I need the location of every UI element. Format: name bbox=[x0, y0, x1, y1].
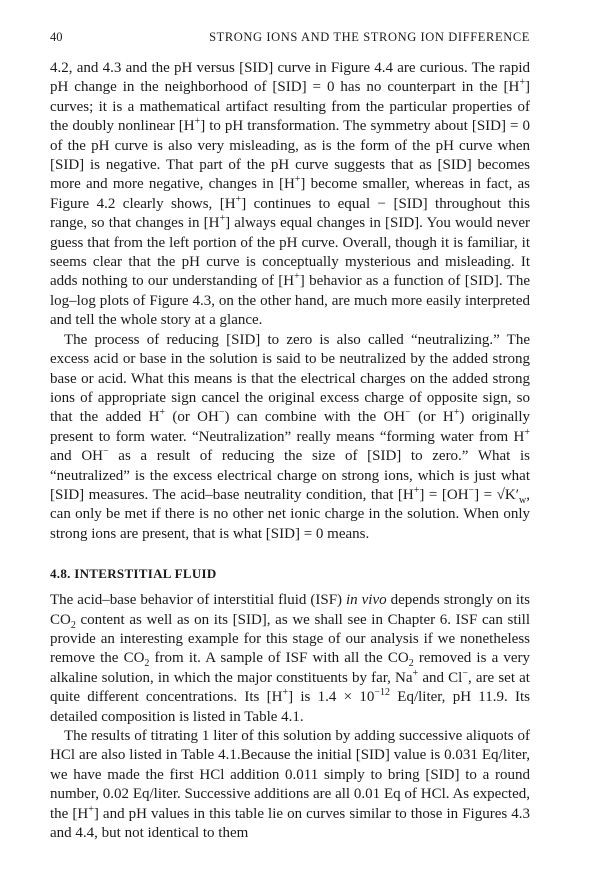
section-heading: 4.8. INTERSTITIAL FLUID bbox=[50, 566, 217, 582]
paragraph-ph-curve: 4.2, and 4.3 and the pH versus [SID] curve in Figure 4.4 are curious. The rapid pH change in the neighborhood of [SID] = 0 has no counterpart in the [H+] curves; it is a mathematical artifact resulting from the particular properties of the doubly nonlinear [H+] to pH transformation. The symmetry about [SID] = 0 of the pH curve is also very misleading, as is the form of the pH curve when [SID] is negative. That part of the pH curve suggests that as [SID] becomes more and more negative, changes in [H+] become smaller, whereas in fact, as Figure 4.2 clearly shows, [H+] continues to equal − [SID] throughout this range, so that changes in [H+] always equal changes in [SID]. You would never guess that from the left portion of the pH curve. Overall, though it is familiar, it seems clear that the pH curve is conceptually mysterious and misleading. It adds nothing to our understanding of [H+] behavior as a function of [SID]. The log–log plots of Figure 4.3, on the other hand, are much more easily interpreted and tell the whole story at a glance. bbox=[50, 60, 531, 329]
page-number: 40 bbox=[50, 30, 63, 44]
page bbox=[50, 30, 530, 843]
paragraph-isf-intro: The acid–base behavior of interstitial fluid (ISF) in vivo depends strongly on its $CO_2$ content as well as on its [SID], as we shall see in Chapter 6. ISF can still provide an interesting example for this stage of our analysis if we nonetheless remove the $CO_2$ from it. A sample of ISF with all the $CO_2$ removed is a very alkaline solution, in which the major constituents by far, Na+ and Cl−, are set at quite different concentrations. Its [H+] is $1.4 \times 10^{-12}$ Eq/liter, pH 11.9. Its detailed composition is listed in Table 4.1. bbox=[50, 592, 531, 725]
paragraph-neutralizing: The process of reducing [SID] to zero is also called “neutralizing.” The excess acid or base in the solution is said to be neutralized by the added strong base or acid. What this means is that the electrical charges on the added strong ions of appropriate sign cancel the original excess charge of opposite sign, so that the added H+ (or OH−) can combine with the OH− (or H+) originally present to form water. “Neutralization” really means “forming water from H+ and OH− as a result of reducing the size of [SID] to zero.” What is “neutralized” is the excess electrical charge on strong ions, which is just what [SID] measures. The acid–base neutrality condition, that $[H^+] = [OH^-] = √K'_w$, can only be met if there is no other net ionic charge in the solution. When only strong ions are present, that is what [SID] = 0 means. bbox=[50, 331, 531, 542]
running-head bbox=[50, 30, 530, 45]
paragraph-titration: The results of titrating 1 liter of this solution by adding successive aliquots of HCl are also listed in Table 4.1.Because the initial [SID] value is 0.031 Eq/liter, we have made the first HCl addition 0.011 simply to bring [SID] to a round number, 0.02 Eq/liter. Successive additions are all 0.01 Eq of HCl. As expected, the [H+] and pH values in this table lie on curves similar to those in Figures 4.3 and 4.4, but not identical to them bbox=[50, 728, 530, 842]
running-title: STRONG IONS AND THE STRONG ION DIFFERENCE bbox=[209, 30, 530, 44]
